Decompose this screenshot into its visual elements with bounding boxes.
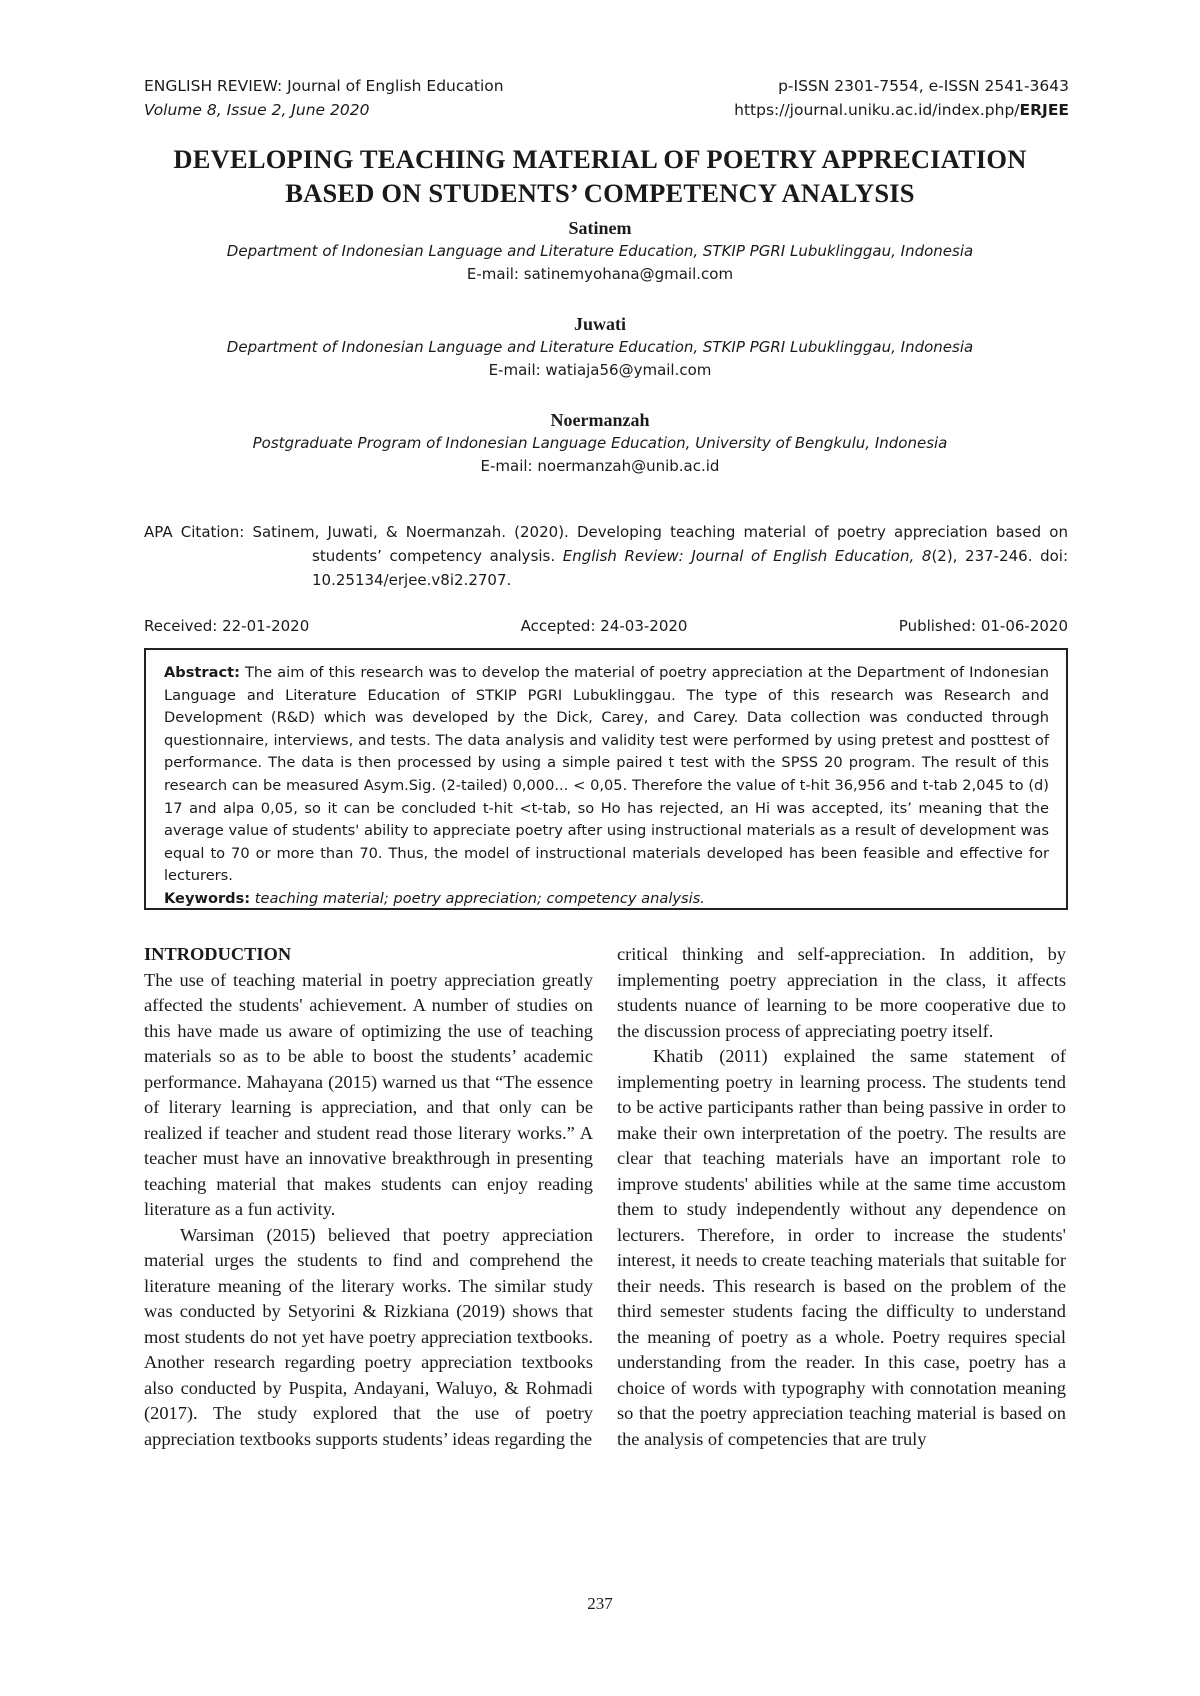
author-name: Juwati (573, 314, 626, 334)
author-name: Noermanzah (550, 410, 650, 430)
body-column-right (617, 942, 1066, 1452)
paragraph: Warsiman (2015) believed that poetry appreciation material urges the students to find and comprehend the literature meaning of the literary works. The similar study was conducted by Setyorini & Rizkiana (2019) shows that most students do not yet have poetry appreciation textbooks. Another research regarding poetry appreciation textbooks also conducted by Puspita, Andayani, Waluyo, & Rohmadi (2017). The study explored that the use of poetry appreciation textbooks supports students’ ideas regarding the (144, 1224, 593, 1449)
author-email[interactable]: E-mail: noermanzah@unib.ac.id (480, 457, 720, 475)
published-date: Published: 01-06-2020 (898, 617, 1068, 635)
issn: p-ISSN 2301-7554, e-ISSN 2541-3643 (778, 77, 1069, 95)
author-email[interactable]: E-mail: watiaja56@ymail.com (488, 361, 712, 379)
keywords: Keywords: teaching material; poetry appreciation; competency analysis. (164, 889, 705, 907)
journal-name: ENGLISH REVIEW: Journal of English Education (144, 77, 504, 95)
author-affiliation: Postgraduate Program of Indonesian Language Education, University of Bengkulu, Indonesia (252, 434, 948, 452)
abstract-text: Abstract: The aim of this research was to develop the material of poetry appreciation at the Department of Indonesian Language and Literature Education of STKIP PGRI Lubuklinggau. The type of this research was Research and Development (R&D) which was developed by the Dick, Carey, and Carey. Data collection was conducted through questionnaire, interviews, and tests. The data analysis and validity test were performed by using pretest and posttest of performance. The data is then processed by using a simple paired t test with the SPSS 20 program. The result of this research can be measured Asym.Sig. (2-tailed) 0,000... < 0,05. Therefore the value of t-hit 36,956 and t-tab 2,045 to (d) 17 and alpa 0,05, so it can be concluded t-hit <t-tab, so Ho has rejected, an Hi was accepted, its’ meaning that the average value of students' ability to appreciate poetry after using instructional materials as a result of development was equal to 70 or more than 70. Thus, the model of instructional materials developed has been feasible and effective for lecturers. (164, 664, 1049, 885)
body-column-left (144, 942, 593, 1452)
author-name: Satinem (568, 218, 632, 238)
paragraph: The use of teaching material in poetry appreciation greatly affected the students' achievement. A number of studies on this have made us aware of optimizing the use of teaching materials so as to be able to boost the students’ academic performance. Mahayana (2015) warned us that “The essence of literary learning is appreciation, and that only can be realized if teacher and student read those literary works.” A teacher must have an innovative breakthrough in presenting teaching material that makes students can enjoy reading literature as a fun activity. (144, 969, 593, 1219)
page-number: 237 (587, 1594, 613, 1613)
received-date: Received: 22-01-2020 (144, 617, 310, 635)
author-email[interactable]: E-mail: satinemyohana@gmail.com (466, 265, 734, 283)
apa-citation: APA Citation: Satinem, Juwati, & Noermanzah. (2020). Developing teaching material of poetry appreciation based on students’ competency analysis. English Review: Journal of English Education, 8(2), 237-246. doi: 10.25134/erjee.v8i2.2707. (144, 523, 1068, 589)
journal-url[interactable]: https://journal.uniku.ac.id/index.php/ERJEE (734, 101, 1069, 119)
running-header-left (144, 74, 504, 122)
author-entry (120, 216, 1080, 286)
section-heading: INTRODUCTION (144, 944, 292, 964)
article-dates (144, 614, 1068, 638)
paragraph: Khatib (2011) explained the same statement of implementing poetry in learning process. The students tend to be active participants rather than being passive in order to make their own interpretation of the poetry. The results are clear that teaching materials have an important role to improve students' abilities while at the same time accustom them to study independently without any dependence on lecturers. Therefore, in order to increase the students' interest, it needs to create teaching materials that suitable for their needs. This research is based on the problem of the third semester students facing the difficulty to understand the meaning of poetry as a whole. Poetry requires special understanding from the reader. In this case, poetry has a choice of words with typography with connotation meaning so that the poetry appreciation teaching material is based on the analysis of competencies that are truly (617, 1046, 1066, 1449)
author-affiliation: Department of Indonesian Language and Literature Education, STKIP PGRI Lubuklinggau, Indonesia (226, 242, 974, 260)
running-header-right (734, 74, 1069, 122)
accepted-date: Accepted: 24-03-2020 (520, 617, 688, 635)
author-entry (120, 408, 1080, 478)
paper-title: DEVELOPING TEACHING MATERIAL OF POETRY APPRECIATION BASED ON STUDENTS’ COMPETENCY ANALYSIS (173, 144, 1027, 208)
abstract-box (144, 648, 1068, 910)
volume-issue: Volume 8, Issue 2, June 2020 (144, 101, 370, 119)
author-entry (120, 312, 1080, 382)
author-affiliation: Department of Indonesian Language and Literature Education, STKIP PGRI Lubuklinggau, Indonesia (226, 338, 974, 356)
paragraph: critical thinking and self-appreciation. In addition, by implementing poetry appreciation in the class, it affects students nuance of learning to be more cooperative due to the discussion process of appreciating poetry itself. (617, 944, 1066, 1041)
